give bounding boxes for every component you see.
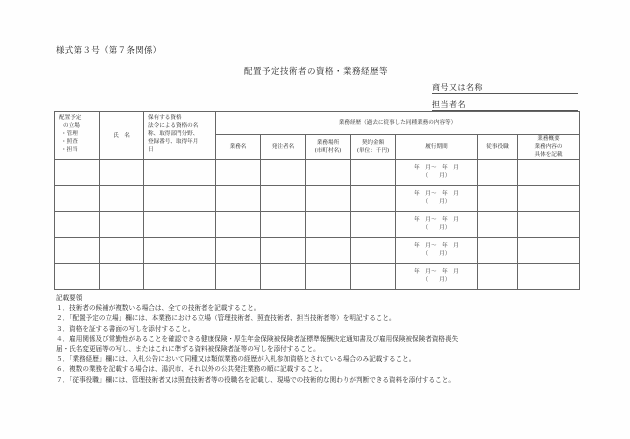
header-text: ・担当 xyxy=(61,147,78,154)
header-text: の立場 xyxy=(63,123,80,130)
table-row xyxy=(55,212,580,238)
period-cell[interactable] xyxy=(396,212,478,238)
period-cell[interactable] xyxy=(396,264,478,290)
header-text: 称、取得部門分野、 xyxy=(148,131,199,138)
form-number: 様式第３号（第７条関係） xyxy=(56,46,162,56)
instruction-item: １．技術者の候補が複数いる場合は、全ての技術者を記載すること。 xyxy=(56,304,261,313)
period-range: 年 月～ 年 月 xyxy=(414,165,459,172)
work-name-cell[interactable] xyxy=(216,186,261,212)
name-cell[interactable] xyxy=(100,160,144,186)
header-text: 具体を記載 xyxy=(534,152,563,159)
qualification-cell[interactable] xyxy=(144,264,216,290)
position-cell[interactable] xyxy=(55,160,100,186)
amount-cell[interactable] xyxy=(351,264,396,290)
header-role: 従事役職 xyxy=(478,135,518,160)
header-position xyxy=(55,112,100,160)
position-cell[interactable] xyxy=(55,238,100,264)
location-cell[interactable] xyxy=(306,264,351,290)
header-text: 業務概要 xyxy=(537,136,560,142)
role-cell[interactable] xyxy=(478,238,518,264)
client-cell[interactable] xyxy=(261,212,306,238)
summary-cell[interactable] xyxy=(518,186,580,212)
period-cell[interactable] xyxy=(396,238,478,264)
location-cell[interactable] xyxy=(306,160,351,186)
period-range: 年 月～ 年 月 xyxy=(414,243,459,250)
summary-cell[interactable] xyxy=(518,212,580,238)
location-cell[interactable] xyxy=(306,186,351,212)
company-name-field[interactable]: 商号又は名称 xyxy=(432,82,578,94)
header-text: 契約金額 xyxy=(361,140,385,147)
period-range: 年 月～ 年 月 xyxy=(414,217,459,224)
client-cell[interactable] xyxy=(261,160,306,186)
instruction-item: ４．雇用関係及び常勤性があることを確認できる健康保険・厚生年金保険被保険者証標準報酬決定通知書及び雇用保険被保険者資格喪失 xyxy=(56,334,459,343)
qualification-cell[interactable] xyxy=(144,186,216,212)
qualification-cell[interactable] xyxy=(144,238,216,264)
client-cell[interactable] xyxy=(261,238,306,264)
header-period: 履行期間 xyxy=(396,135,478,160)
name-cell[interactable] xyxy=(100,186,144,212)
table-row xyxy=(55,238,580,264)
header-amount xyxy=(351,135,396,160)
header-text: ・照査 xyxy=(61,139,78,146)
table-row xyxy=(55,264,580,290)
amount-cell[interactable] xyxy=(351,160,396,186)
work-name-cell[interactable] xyxy=(216,212,261,238)
client-cell[interactable] xyxy=(261,186,306,212)
qualification-cell[interactable] xyxy=(144,160,216,186)
person-in-charge-field[interactable]: 担当者名 xyxy=(432,99,578,111)
instruction-item: ２．「配置予定の立場」欄には、本業務における立場（管理技術者、照査技術者、担当技術者等）を明記すること。 xyxy=(56,314,396,323)
period-cell[interactable] xyxy=(396,160,478,186)
header-text: 登録番号、取得年月 xyxy=(148,139,199,146)
name-cell[interactable] xyxy=(100,238,144,264)
header-qualification xyxy=(144,112,216,160)
instruction-item: ３．資格を証する書面の写しを添付すること。 xyxy=(56,324,195,333)
period-months: （ 月） xyxy=(422,172,451,179)
period-cell[interactable] xyxy=(396,186,478,212)
role-cell[interactable] xyxy=(478,186,518,212)
header-location xyxy=(306,135,351,160)
header-text: 日 xyxy=(148,147,154,154)
header-work-name: 業務名 xyxy=(216,135,261,160)
location-cell[interactable] xyxy=(306,212,351,238)
period-months: （ 月） xyxy=(422,224,451,231)
instruction-item: ５．「業務経歴」欄には、入札公告において同種又は類似業務の経歴が入札参加資格とされている場合のみ記載すること。 xyxy=(56,355,416,364)
header-text: (単位：千円) xyxy=(356,148,390,155)
instruction-item: ６．複数の業務を記載する場合は、湯沢市、それ以外の公共発注業務の順に記載すること。 xyxy=(56,365,327,374)
instructions-heading: 記載要領 xyxy=(56,294,83,302)
work-name-cell[interactable] xyxy=(216,238,261,264)
position-cell[interactable] xyxy=(55,212,100,238)
header-text: ・管理 xyxy=(61,131,78,138)
position-cell[interactable] xyxy=(55,264,100,290)
amount-cell[interactable] xyxy=(351,238,396,264)
header-client: 発注者名 xyxy=(261,135,306,160)
summary-cell[interactable] xyxy=(518,160,580,186)
summary-cell[interactable] xyxy=(518,264,580,290)
location-cell[interactable] xyxy=(306,238,351,264)
period-months: （ 月） xyxy=(422,276,451,283)
page-title: 配置予定技術者の資格・業務経歴等 xyxy=(244,67,389,77)
client-cell[interactable] xyxy=(261,264,306,290)
header-name: 氏 名 xyxy=(100,112,144,160)
role-cell[interactable] xyxy=(478,160,518,186)
period-months: （ 月） xyxy=(422,198,451,205)
position-cell[interactable] xyxy=(55,186,100,212)
qualification-cell[interactable] xyxy=(144,212,216,238)
work-name-cell[interactable] xyxy=(216,160,261,186)
amount-cell[interactable] xyxy=(351,186,396,212)
work-name-cell[interactable] xyxy=(216,264,261,290)
experience-table xyxy=(54,111,580,290)
header-text: 業務場所 xyxy=(316,140,340,147)
header-text: 法令による資格の名 xyxy=(148,123,199,130)
header-summary xyxy=(518,135,580,160)
instructions xyxy=(56,293,616,385)
instruction-item: 届・氏名変更届等の写し、またはこれに準ずる資料被保険者証等の写しを添付すること。 xyxy=(56,345,320,354)
period-range: 年 月～ 年 月 xyxy=(414,269,459,276)
amount-cell[interactable] xyxy=(351,212,396,238)
header-work-history: 業務経歴（過去に従事した同種業務の内容等） xyxy=(216,112,580,135)
table-row xyxy=(55,186,580,212)
header-text: 保有する資格 xyxy=(148,115,182,121)
summary-cell[interactable] xyxy=(518,238,580,264)
name-cell[interactable] xyxy=(100,264,144,290)
role-cell[interactable] xyxy=(478,212,518,238)
header-text: 配置予定 xyxy=(59,115,82,121)
role-cell[interactable] xyxy=(478,264,518,290)
name-cell[interactable] xyxy=(100,212,144,238)
header-text: 業務内容の xyxy=(534,144,563,151)
table-row xyxy=(55,160,580,186)
header-text: (市町村名) xyxy=(314,148,342,155)
instruction-item: ７．「従事役職」欄には、管理技術者又は照査技術者等の役職名を記載し、現場での技術的な関わりが判断できる資料を添付すること。 xyxy=(56,375,455,384)
period-months: （ 月） xyxy=(422,250,451,257)
period-range: 年 月～ 年 月 xyxy=(414,191,459,198)
